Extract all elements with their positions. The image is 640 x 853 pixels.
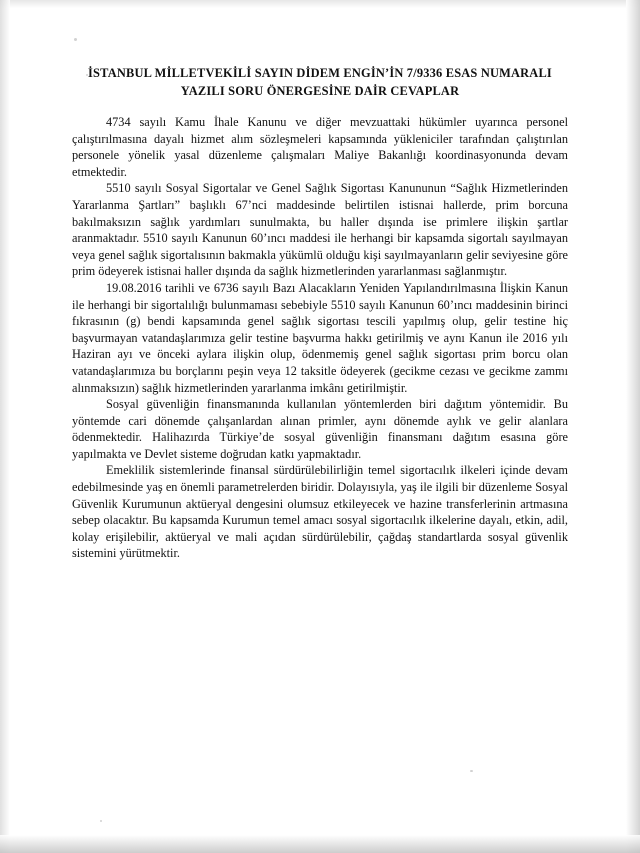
scan-edge-right [626, 0, 640, 853]
page-title-line-2: YAZILI SORU ÖNERGESİNE DAİR CEVAPLAR [180, 84, 460, 98]
paragraph-3: 19.08.2016 tarihli ve 6736 sayılı Bazı Alacakların Yeniden Yapılandırılmasına İlişkin Kanun ile herhangi bir sigortalılığı bulunmaması sebebiyle 5510 sayılı Kanunun 60’ıncı maddesinin birinci fıkrasının (g) bendi kapsamında genel sağlık sigortası tescili yapılmış olup, gelir testine hiç başvurmayan vatandaşlarımıza gelir testine başvurma hakkı getirilmiş ve aynı Kanun ile 2016 yılı Haziran ayı ve önceki aylara ilişkin olup, ödenmemiş genel sağlık sigortası prim borcu olan vatandaşlarımıza bu borçlarını peşin veya 12 taksitle ödeyerek (gecikme cezası ve gecikme zammı alınmaksızın) sağlık hizmetlerinden yararlanma imkânı getirilmiştir. [72, 280, 568, 395]
paragraph-5: Emeklilik sistemlerinde finansal sürdürülebilirliğin temel sigortacılık ilkeleri içinde devam edebilmesinde yaş en önemli parametrelerden biridir. Dolayısıyla, yaş ile ilgili bir düzenleme Sosyal Güvenlik Kurumunun aktüeryal dengesini olumsuz etkileyecek ve hazine transferlerinin artmasına sebep olacaktır. Bu kapsamda Kurumun temel amacı sosyal sigortacılık ilkelerine dayalı, etkin, adil, kolay erişilebilir, aktüeryal ve mali açıdan sürdürülebilir, çağdaş standartlarda sosyal güvenlik sistemini yürütmektir. [72, 463, 568, 561]
document-content [72, 64, 568, 562]
paragraph-1: 4734 sayılı Kamu İhale Kanunu ve diğer mevzuattaki hükümler uyarınca personel çalıştırılmasına dayalı hizmet alım sözleşmeleri kapsamında yükleniciler tarafından çalıştırılan personele yönelik yasal düzenleme çalışmaları Maliye Bakanlığı koordinasyonunda devam etmektedir. [72, 115, 568, 179]
scan-speck [470, 770, 473, 772]
scan-speck [100, 820, 102, 822]
page-title [80, 64, 560, 100]
paragraph-2: 5510 sayılı Sosyal Sigortalar ve Genel Sağlık Sigortası Kanununun “Sağlık Hizmetlerinden Yararlanma Şartları” başlıklı 67’nci maddesinde belirtilen istisnai hallerde, prim borcuna bakılmaksızın sağlık yardımları sunulmakta, bu haller dışında ise primlere ilişkin şartlar aranmaktadır. 5510 sayılı Kanunun 60’ıncı maddesi ile herhangi bir kapsamda sigortalı sayılmayan veya genel sağlık sigortalısının bakmakla yükümlü olduğu kişi sayılmayanların gelir seviyesine göre prim ödeyerek istisnai haller dışında da sağlık hizmetlerinden yararlanması sağlanmıştır. [72, 181, 568, 279]
document-body [72, 114, 568, 562]
scan-edge-top [0, 0, 640, 8]
page-title-line-1: İSTANBUL MİLLETVEKİLİ SAYIN DİDEM ENGİN’İN 7/9336 ESAS NUMARALI [88, 66, 552, 80]
scan-edge-bottom [0, 835, 640, 853]
scan-speck [74, 38, 77, 41]
scan-edge-left [0, 0, 10, 853]
paragraph-4: Sosyal güvenliğin finansmanında kullanılan yöntemlerden biri dağıtım yöntemidir. Bu yöntemde cari dönemde çalışanlardan alınan primler, aynı dönemde aylık ve gelir alanlara ödenmektedir. Halihazırda Türkiye’de sosyal güvenliğin finansmanı dağıtım esasına göre yapılmakta ve Devlet sisteme doğrudan katkı yapmaktadır. [72, 397, 568, 461]
